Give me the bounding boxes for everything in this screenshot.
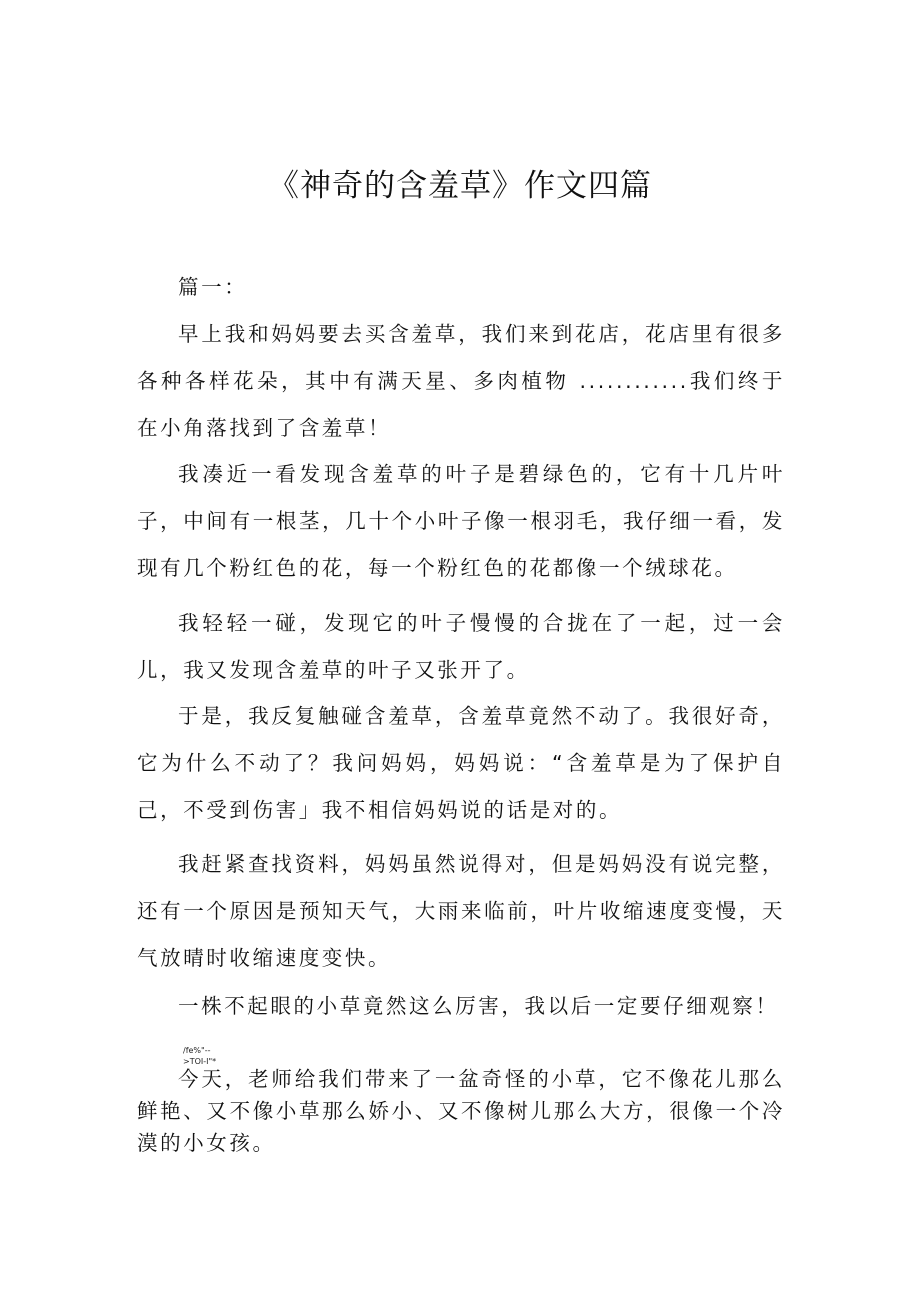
- paragraph-2: 我凑近一看发现含羞草的叶子是碧绿色的，它有十几片叶子，中间有一根茎，几十个小叶子像一根羽毛，我仔细一看，发现有几个粉红色的花，每一个粉红色的花都像一个绒球花。: [137, 462, 785, 580]
- paragraph-7: 今天，老师给我们带来了一盆奇怪的小草，它不像花儿那么鲜艳、又不像小草那么娇小、又不像树儿那么大方，很像一个冷漠的小女孩。: [137, 1067, 785, 1155]
- paragraph-4: 于是，我反复触碰含羞草，含羞草竟然不动了。我很好奇，它为什么不动了？我问妈妈，妈妈说：“含羞草是为了保护自己，不受到伤害」我不相信妈妈说的话是对的。: [137, 704, 785, 822]
- paragraph-4-container: [137, 693, 785, 834]
- artifact-line-1: /fe%"--: [183, 1046, 211, 1055]
- paragraph-5: 我赶紧查找资料，妈妈虽然说得对，但是妈妈没有说完整，还有一个原因是预知天气，大雨来临前，叶片收缩速度变慢，天气放晴时收缩速度变快。: [137, 852, 785, 970]
- document-title: 《神奇的含羞草》作文四篇: [268, 168, 652, 204]
- paragraph-6: 一株不起眼的小草竟然这么厉害，我以后一定要仔细观察！: [178, 994, 779, 1018]
- paragraph-1: 早上我和妈妈要去买含羞草，我们来到花店，花店里有很多各种各样花朵，其中有满天星、多肉植物 ............我们终于在小角落找到了含羞草！: [137, 322, 785, 440]
- paragraph-6-container: [137, 983, 785, 1030]
- artifact-line-2: >TOI-I"*: [183, 1057, 217, 1066]
- paragraph-5-container: [137, 841, 785, 982]
- paragraph-3: 我轻轻一碰，发现它的叶子慢慢的合拢在了一起，过一会儿，我又发现含羞草的叶子又张开了。: [137, 611, 785, 682]
- paragraph-1-container: [137, 311, 785, 452]
- paragraph-2-container: [137, 451, 785, 592]
- paragraph-7-container: [137, 1063, 785, 1159]
- section-heading: [137, 264, 785, 311]
- paragraph-3-container: [137, 600, 785, 694]
- section1-heading: 篇一：: [178, 275, 248, 299]
